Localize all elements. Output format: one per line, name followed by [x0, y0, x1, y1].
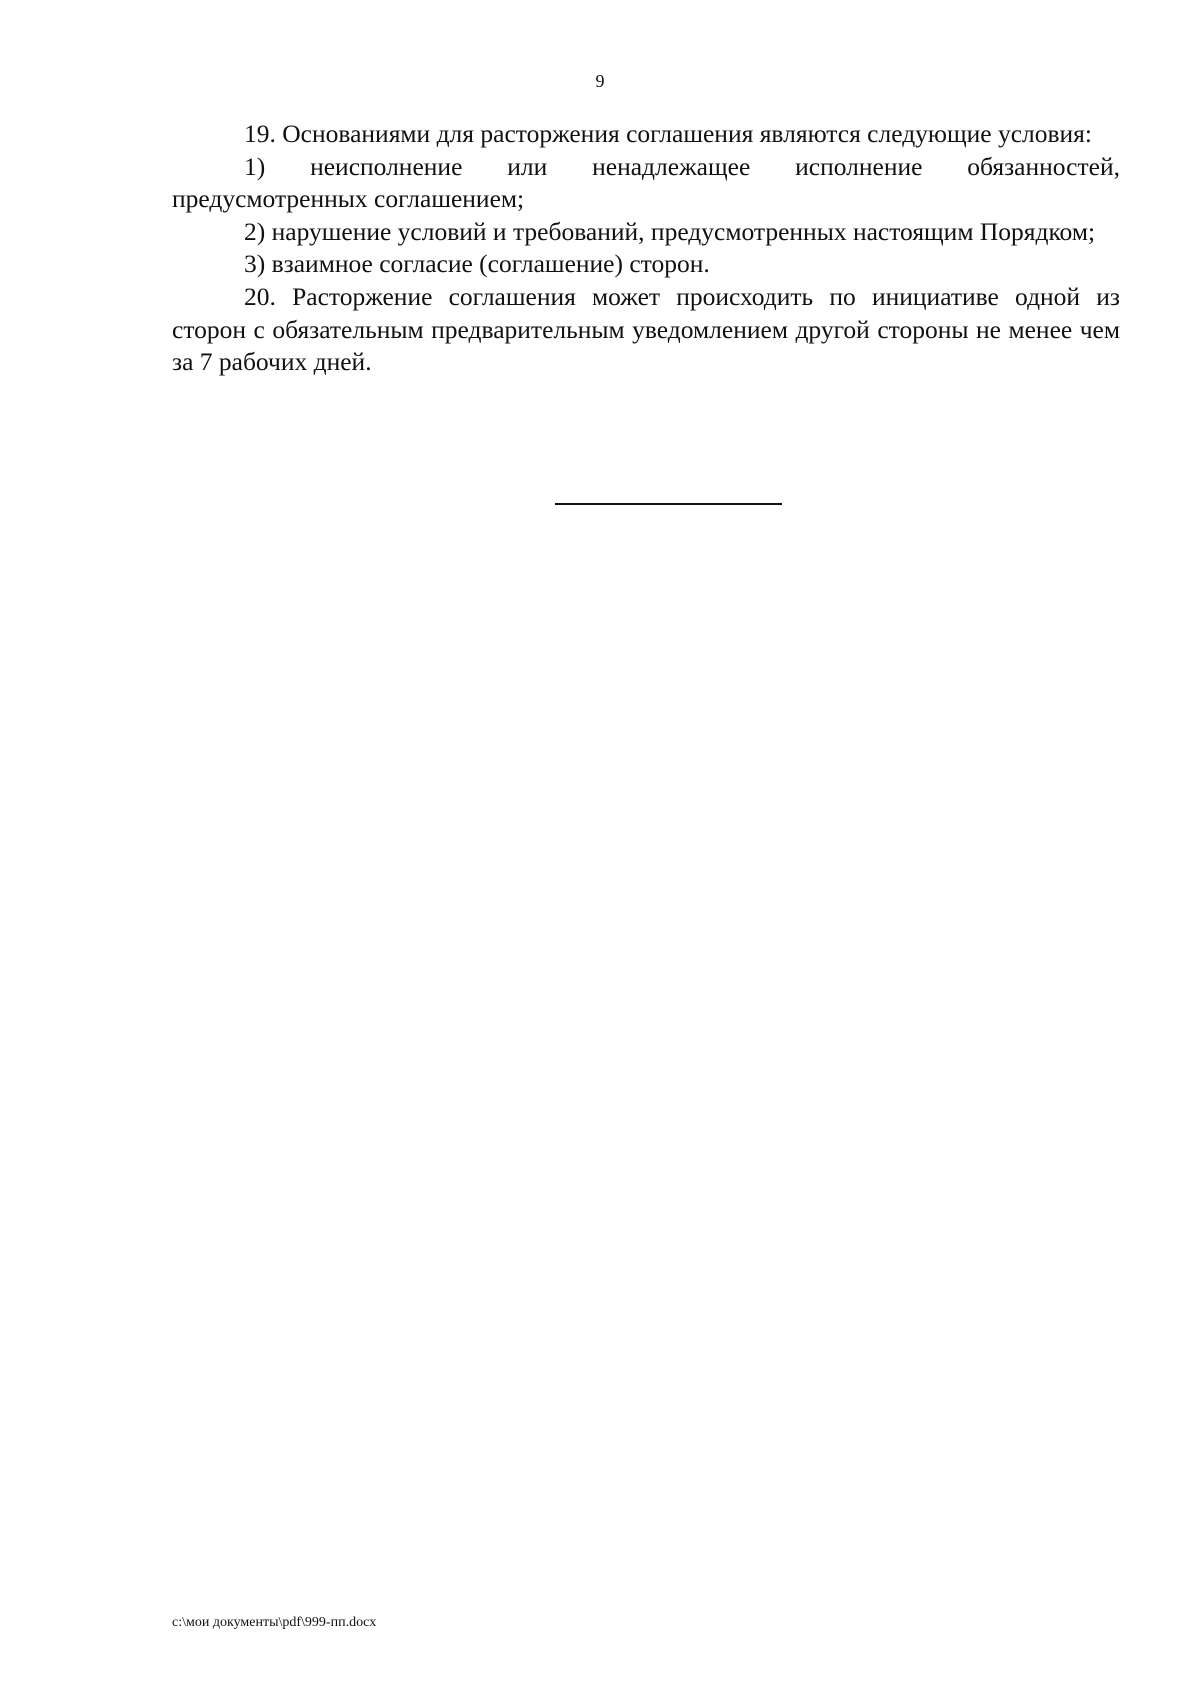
paragraph-19-item-2: 2) нарушение условий и требований, предусмотренных настоящим Порядком;	[244, 216, 1096, 246]
paragraph-19-item-3: 3) взаимное согласие (соглашение) сторон.	[244, 249, 710, 279]
document-body	[172, 118, 1120, 379]
page-number: 9	[595, 71, 605, 91]
paragraph-19-item-1: 1) неисполнение или ненадлежащее исполнение обязанностей, предусмотренных соглашением;	[172, 151, 1120, 214]
end-of-text-divider	[555, 503, 782, 505]
paragraph-19-intro: 19. Основаниями для расторжения соглашения являются следующие условия:	[244, 119, 1092, 148]
paragraph-20: 20. Расторжение соглашения может происходить по инициативе одной из сторон с обязательным предварительным уведомлением другой стороны не менее чем за 7 рабочих дней.	[172, 281, 1120, 377]
footer-file-path: c:\мои документы\pdf\999-пп.docx	[172, 1615, 377, 1630]
